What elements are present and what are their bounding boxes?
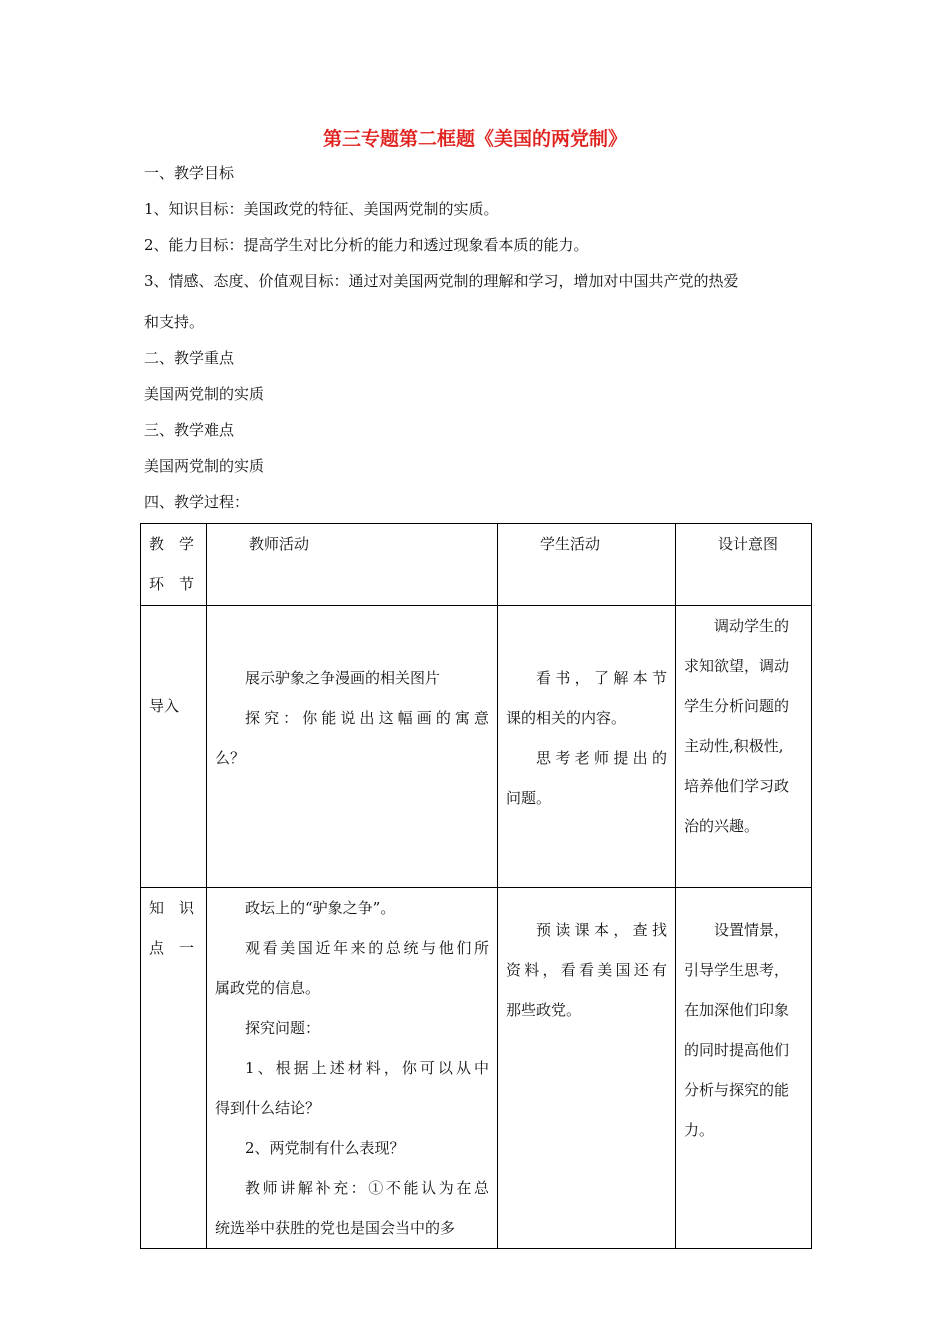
difficulty-text: 美国两党制的实质	[144, 457, 265, 475]
teacher-line: 展示驴象之争漫画的相关图片	[245, 669, 441, 687]
header-stage-line: 教 学	[149, 535, 195, 553]
header-stage-line: 环 节	[149, 575, 195, 593]
goal-knowledge: 1、知识目标：美国政党的特征、美国两党制的实质。	[144, 200, 499, 218]
stage-cell	[141, 888, 207, 1249]
intent-line: 培养他们学习政	[684, 777, 790, 795]
teacher-line: 得到什么结论？	[215, 1099, 321, 1117]
goals-heading: 一、教学目标	[144, 164, 235, 182]
intent-line: 的同时提高他们	[684, 1041, 790, 1059]
stage-line: 点 一	[149, 939, 195, 957]
intent-line: 求知欲望，调动	[684, 657, 790, 675]
header-stage	[141, 524, 207, 606]
intent-line: 力。	[684, 1121, 715, 1139]
header-student: 学生活动	[498, 524, 676, 606]
student-line: 资料，看看美国还有	[506, 961, 667, 979]
intent-line: 引导学生思考，	[684, 961, 790, 979]
stage-cell	[141, 606, 207, 888]
process-heading: 四、教学过程：	[144, 493, 250, 511]
header-teacher: 教师活动	[207, 524, 498, 606]
stage-line: 知 识	[149, 899, 195, 917]
teacher-line: 观看美国近年来的总统与他们所	[245, 939, 489, 957]
student-line: 课的相关的内容。	[506, 709, 627, 727]
teacher-cell	[207, 888, 498, 1249]
student-line: 问题。	[506, 789, 552, 807]
table-header-row	[141, 524, 812, 606]
teacher-line: 政坛上的“驴象之争”。	[245, 899, 396, 917]
document-title: 第三专题第二框题《美国的两党制》	[322, 128, 627, 150]
focus-heading: 二、教学重点	[144, 349, 235, 367]
teacher-line: 么？	[215, 749, 246, 767]
student-cell	[498, 888, 676, 1249]
header-intent: 设计意图	[676, 524, 812, 606]
teacher-line: 探究问题：	[245, 1019, 321, 1037]
focus-text: 美国两党制的实质	[144, 385, 265, 403]
intent-line: 分析与探究的能	[684, 1081, 790, 1099]
student-cell	[498, 606, 676, 888]
intent-line: 治的兴趣。	[684, 817, 760, 835]
student-line: 思考老师提出的	[536, 749, 667, 767]
teacher-line: 统选举中获胜的党也是国会当中的多	[215, 1219, 456, 1237]
student-line: 看书，了解本节	[536, 669, 667, 687]
teacher-line: 教师讲解补充：①不能认为在总	[245, 1179, 489, 1197]
intent-cell	[676, 606, 812, 888]
teacher-cell	[207, 606, 498, 888]
intent-line: 学生分析问题的	[684, 697, 790, 715]
intent-cell	[676, 888, 812, 1249]
teaching-process-table	[140, 523, 812, 1249]
teacher-line: 2、两党制有什么表现？	[245, 1139, 405, 1157]
teacher-line: 探究：你能说出这幅画的寓意	[245, 709, 489, 727]
intent-line: 主动性,积极性,	[684, 737, 784, 755]
student-line: 那些政党。	[506, 1001, 582, 1019]
goal-emotion-cont: 和支持。	[144, 313, 205, 331]
teacher-line: 属政党的信息。	[215, 979, 321, 997]
teacher-line: 1、根据上述材料，你可以从中	[245, 1059, 489, 1077]
difficulty-heading: 三、教学难点	[144, 421, 235, 439]
goal-emotion: 3、情感、态度、价值观目标：通过对美国两党制的理解和学习，增加对中国共产党的热爱	[144, 272, 739, 290]
intent-line: 在加深他们印象	[684, 1001, 790, 1019]
goal-ability: 2、能力目标：提高学生对比分析的能力和透过现象看本质的能力。	[144, 236, 589, 254]
intent-line: 调动学生的	[714, 617, 790, 635]
intent-line: 设置情景，	[714, 921, 790, 939]
table-row	[141, 888, 812, 1249]
stage-line: 导入	[149, 697, 180, 715]
student-line: 预读课本，查找	[536, 921, 667, 939]
table-row	[141, 606, 812, 888]
